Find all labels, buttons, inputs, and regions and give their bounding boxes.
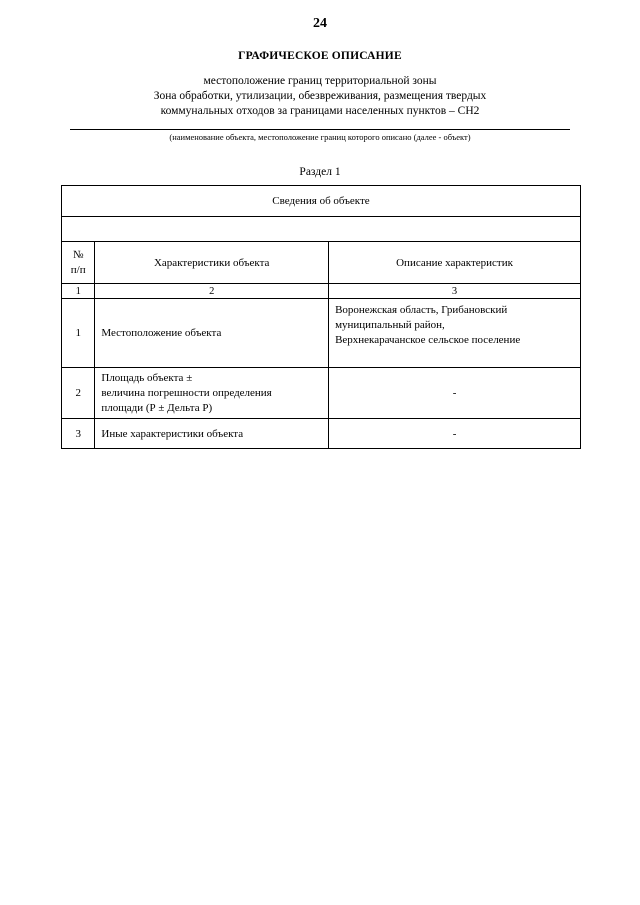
column-number: 3 [329,284,581,299]
table-row [62,419,581,449]
row-number: 3 [62,419,95,449]
object-info-table [61,185,581,449]
subtitle-line: местоположение границ территориальной зоны [203,75,437,87]
column-number-row [62,284,581,299]
object-caption: (наименование объекта, местоположение границ которого описано (далее - объект) [169,132,471,142]
row-characteristic: Иные характеристики объекта [95,419,329,449]
row-description: Воронежская область, Грибановский муниципальный район, Верхнекарачанское сельское поселение [329,299,581,368]
subtitle-line: коммунальных отходов за границами населенных пунктов – СН2 [160,105,480,117]
section-title: Раздел 1 [299,166,341,178]
table-row [62,299,581,368]
underline-rule [70,129,570,130]
column-header-desc: Описание характеристик [329,242,581,284]
column-header-num: № п/п [62,242,95,284]
row-number: 1 [62,299,95,368]
row-characteristic: Площадь объекта ± величина погрешности определения площади (Р ± Дельта Р) [95,368,329,419]
column-header-row [62,242,581,284]
column-number: 1 [62,284,95,299]
table-header-row [62,186,581,217]
column-header-name: Характеристики объекта [95,242,329,284]
row-number: 2 [62,368,95,419]
table-row [62,368,581,419]
column-number: 2 [95,284,329,299]
document-subtitle [0,74,640,119]
row-characteristic: Местоположение объекта [95,299,329,368]
row-description: - [329,368,581,419]
document-title: ГРАФИЧЕСКОЕ ОПИСАНИЕ [238,50,402,62]
page-number: 24 [313,16,327,31]
blank-cell [62,217,581,242]
subtitle-line: Зона обработки, утилизации, обезвреживания, размещения твердых [153,90,487,102]
table-blank-row [62,217,581,242]
table-header: Сведения об объекте [62,186,581,217]
row-description: - [329,419,581,449]
